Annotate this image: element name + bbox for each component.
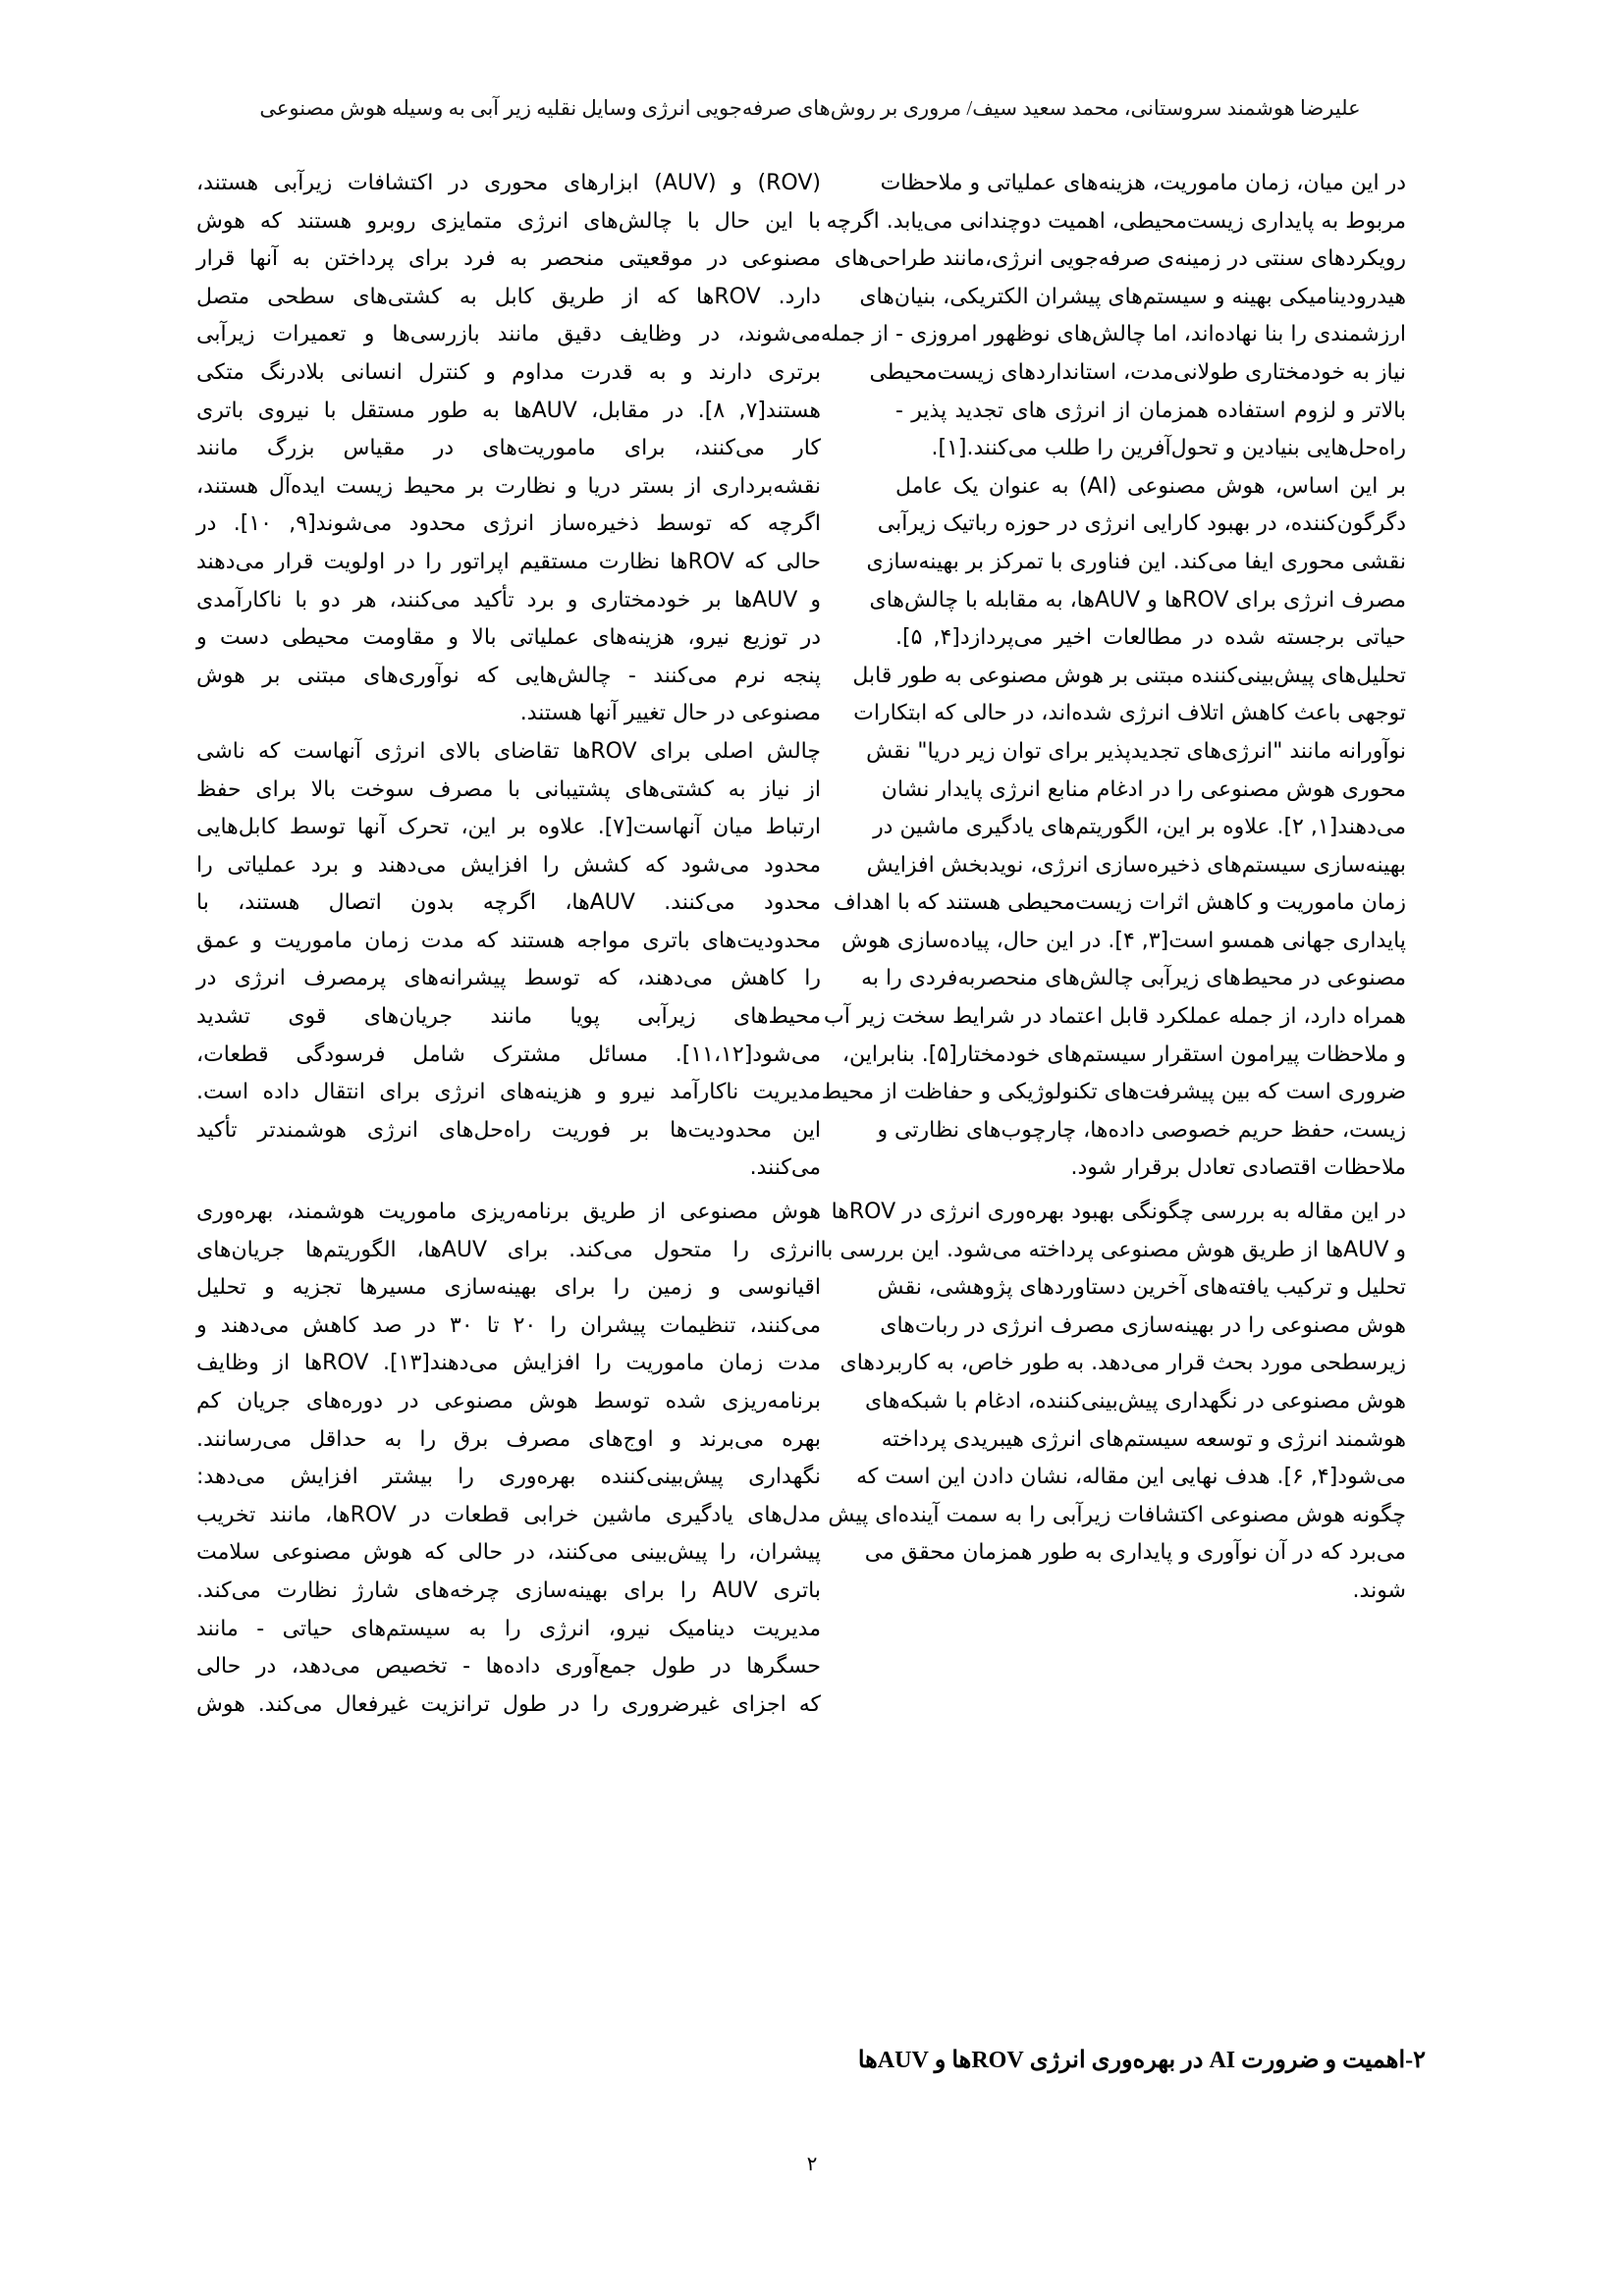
text-line: محدود می‌شود که کشش را افزایش می‌دهند و برد عملیاتی را <box>196 852 821 878</box>
text-line: می‌برد که در آن نوآوری و پایداری به طور همزمان محقق می <box>864 1540 1406 1566</box>
text-line: مصنوعی در حال تغییر آنها هستند. <box>519 701 821 726</box>
text-line: و AUVها از طریق هوش مصنوعی پرداخته می‌شود. این بررسی با <box>820 1237 1406 1262</box>
text-line: برنامه‌ریزی شده توسط هوش مصنوعی در دوره‌های جریان کم <box>196 1389 821 1414</box>
text-line: (ROV) و (AUV) ابزارهای محوری در اکتشافات زیرآبی هستند، <box>196 171 821 195</box>
text-line: پنجه نرم می‌کنند - چالش‌هایی که نوآوری‌های مبتنی بر هوش <box>196 663 821 688</box>
text-line: بهینه‌سازی سیستم‌های ذخیره‌سازی انرژی، نویدبخش افزایش <box>866 852 1406 878</box>
text-line: را کاهش می‌دهند، که توسط پیشرانه‌های پرمصرف انرژی در <box>196 966 821 991</box>
paragraph <box>820 165 1406 468</box>
text-line: مدیریت دینامیک نیرو، انرژی را به سیستم‌های حیاتی - مانند <box>196 1616 821 1641</box>
text-line: ارزشمندی را بنا نهاده‌اند، اما چالش‌های نوظهور امروزی - از جمله <box>820 322 1406 347</box>
text-line: مصرف انرژی برای ROVها و AUVها، به مقابله با چالش‌های <box>869 587 1406 613</box>
text-line: می‌شوند، در وظایف دقیق مانند بازرسی‌ها و تعمیرات زیرآبی <box>196 322 821 347</box>
text-line: با این حال با چالش‌های انرژی متمایزی روبرو هستند که هوش <box>196 208 821 234</box>
text-line: می‌دهند[۱, ۲]. علاوه بر این، الگوریتم‌های یادگیری ماشین در <box>873 815 1406 840</box>
text-line: مربوط به پایداری زیست‌محیطی، اهمیت دوچندانی می‌یابد. اگرچه <box>826 208 1406 234</box>
paragraph <box>196 165 821 733</box>
text-line: توجهی باعث کاهش اتلاف انرژی شده‌اند، در حالی که ابتکارات <box>853 701 1406 726</box>
text-line: مدیریت ناکارآمد نیرو و هزینه‌های انرژی برای انتقال داده است. <box>196 1080 821 1105</box>
text-line: ضروری است که بین پیشرفت‌های تکنولوژیکی و حفاظت از محیط <box>821 1080 1406 1105</box>
text-line: اگرچه که توسط ذخیره‌ساز انرژی محدود می‌شوند[۹, ۱۰]. در <box>196 511 821 537</box>
paragraph <box>820 1194 1406 1611</box>
text-line: چگونه هوش مصنوعی اکتشافات زیرآبی را به سمت آینده‌ای پیش <box>828 1502 1406 1527</box>
text-line: حالی که ROVها نظارت مستقیم اپراتور را در اولویت قرار می‌دهند <box>196 549 821 574</box>
text-line: هوش مصنوعی را در بهینه‌سازی مصرف انرژی در ربات‌های <box>880 1312 1406 1338</box>
text-line: می‌کنند، تنظیمات پیشران را ۲۰ تا ۳۰ در صد کاهش می‌دهند و <box>196 1312 821 1338</box>
text-line: هوش مصنوعی از طریق برنامه‌ریزی ماموریت هوشمند، بهره‌وری <box>196 1200 821 1225</box>
text-line: انرژی را متحول می‌کند. برای AUVها، الگوریتم‌ها جریان‌های <box>196 1237 821 1262</box>
text-line: ملاحظات اقتصادی تعادل برقرار شود. <box>1070 1155 1406 1181</box>
text-line: پیشران، را پیش‌بینی می‌کنند، در حالی که هوش مصنوعی سلامت <box>196 1540 821 1566</box>
paragraph <box>821 468 1406 1188</box>
text-line: محدودیت‌های باتری مواجه هستند که مدت زمان ماموریت و عمق <box>196 928 821 953</box>
text-line: تحلیل و ترکیب یافته‌های آخرین دستاوردهای پژوهشی، نقش <box>877 1275 1406 1301</box>
text-line: تحلیل‌های پیش‌بینی‌کننده مبتنی بر هوش مصنوعی به طور قابل <box>852 663 1406 688</box>
text-line: بر این اساس، هوش مصنوعی (AI) به عنوان یک عامل <box>895 473 1406 499</box>
text-line: نیاز به خودمختاری طولانی‌مدت، استانداردهای زیست‌محیطی <box>869 359 1406 385</box>
paragraph <box>196 1194 821 1724</box>
paragraph <box>196 733 821 1188</box>
page-number: ۲ <box>806 2152 818 2175</box>
text-line: و ملاحظات پیرامون استقرار سیستم‌های خودمختار[۵]. بنابراین، <box>841 1041 1406 1067</box>
text-line: برتری دارند و به قدرت مداوم و کنترل انسانی بلادرنگ متکی <box>196 359 821 385</box>
text-line: بالاتر و لزوم استفاده همزمان از انرژی های تجدید پذیر - <box>895 398 1406 423</box>
text-line: مدل‌های یادگیری ماشین خرابی قطعات در ROVها، مانند تخریب <box>196 1502 821 1527</box>
text-line: هوش مصنوعی در نگهداری پیش‌بینی‌کننده، ادغام با شبکه‌های <box>864 1389 1406 1414</box>
text-line: حیاتی برجسته شده در مطالعات اخیر می‌پردازد[۴, ۵]. <box>895 625 1406 651</box>
text-line: محدود می‌کنند. AUVها، اگرچه بدون اتصال هستند، با <box>196 890 821 916</box>
running-header: علیرضا هوشمند سروستانی، محمد سعید سیف/ مروری بر روش‌های صرفه‌جویی انرژی وسایل نقلیه زیر آبی به وسیله هوش مصنوعی <box>259 96 1361 120</box>
text-line: در این مقاله به بررسی چگونگی بهبود بهره‌وری انرژی در ROVها <box>831 1200 1406 1225</box>
text-line: مدت زمان ماموریت را افزایش می‌دهند[۱۳]. ROVها از وظایف <box>196 1351 821 1376</box>
text-line: محوری هوش مصنوعی را در ادغام منابع انرژی پایدار نشان <box>881 776 1406 802</box>
text-line: حسگرها در طول جمع‌آوری داده‌ها - تخصیص می‌دهد، در حالی <box>196 1654 821 1680</box>
section-heading: ۲-اهمیت و ضرورت AI در بهره‌وری انرژی ROVها و AUVها <box>857 2048 1426 2073</box>
text-line: هستند[۷, ۸]. در مقابل، AUVها به طور مستقل با نیروی باتری <box>196 398 821 423</box>
text-line: کار می‌کنند، برای ماموریت‌های در مقیاس بزرگ مانند <box>196 436 821 461</box>
text-line: راه‌حل‌هایی بنیادین و تحول‌آفرین را طلب می‌کنند.[۱]. <box>931 436 1406 461</box>
text-line: نقشه‌برداری از بستر دریا و نظارت بر محیط زیست ایده‌آل هستند، <box>196 473 821 499</box>
text-line: اقیانوسی و زمین را برای بهینه‌سازی مسیرها تجزیه و تحلیل <box>196 1275 821 1301</box>
text-line: و AUVها بر خودمختاری و برد تأکید می‌کنند، هر دو با ناکارآمدی <box>196 587 821 613</box>
text-line: زمان ماموریت و کاهش اثرات زیست‌محیطی هستند که با اهداف <box>833 890 1406 916</box>
text-line: شوند. <box>1352 1577 1406 1603</box>
text-line: می‌شود[۴, ۶]. هدف نهایی این مقاله، نشان دادن این است که <box>856 1465 1406 1490</box>
text-line: در توزیع نیرو، هزینه‌های عملیاتی بالا و مقاومت محیطی دست و <box>196 625 821 651</box>
text-line: ارتباط میان آنهاست[۷]. علاوه بر این، تحرک آنها توسط کابل‌هایی <box>196 815 821 840</box>
text-line: محیط‌های زیرآبی پویا مانند جریان‌های قوی تشدید <box>196 1004 821 1030</box>
text-line: این محدودیت‌ها بر فوریت راه‌حل‌های انرژی هوشمندتر تأکید <box>196 1117 821 1143</box>
text-line: رویکردهای سنتی در زمینه‌ی صرفه‌جویی انرژی،مانند طراحی‌های <box>834 246 1406 272</box>
text-line: از نیاز به کشتی‌های پشتیبانی با مصرف سوخت بالا برای حفظ <box>196 776 821 802</box>
text-line: همراه دارد، از جمله عملکرد قابل اعتماد در شرایط سخت زیر آب <box>824 1004 1406 1030</box>
text-line: نوآورانه مانند "انرژی‌های تجدیدپذیر برای توان زیر دریا" نقش <box>866 738 1406 764</box>
right-column <box>820 165 1406 1611</box>
text-line: باتری AUV را برای بهینه‌سازی چرخه‌های شارژ نظارت می‌کند. <box>196 1577 821 1603</box>
text-line: دگرگون‌کننده، در بهبود کارایی انرژی در حوزه رباتیک زیرآبی <box>877 511 1406 537</box>
text-line: هیدرودینامیکی بهینه و سیستم‌های پیشران الکتریکی، بنیان‌های <box>859 284 1406 309</box>
left-column <box>196 165 821 1724</box>
text-line: چالش اصلی برای ROVها تقاضای بالای انرژی آنهاست که ناشی <box>196 738 821 764</box>
text-line: که اجزای غیرضروری را در طول ترانزیت غیرفعال می‌کند. هوش <box>196 1691 821 1717</box>
text-line: در این میان، زمان ماموریت، هزینه‌های عملیاتی و ملاحظات <box>880 171 1406 195</box>
text-line: می‌کنند. <box>749 1155 821 1181</box>
text-line: نگهداری پیش‌بینی‌کننده بهره‌وری را بیشتر افزایش می‌دهد: <box>196 1465 821 1490</box>
text-line: مصنوعی در محیط‌های زیرآبی چالش‌های منحصربه‌فردی را به <box>861 966 1406 991</box>
text-line: مصنوعی در موقعیتی منحصر به فرد برای پرداختن به آنها قرار <box>196 246 821 272</box>
text-line: دارد. ROVها که از طریق کابل به کشتی‌های سطحی متصل <box>196 284 821 309</box>
text-line: بهره می‌برند و اوج‌های مصرف برق را به حداقل می‌رسانند. <box>196 1426 821 1452</box>
text-line: پایداری جهانی همسو است[۳, ۴]. در این حال، پیاده‌سازی هوش <box>841 928 1406 953</box>
text-line: زیرسطحی مورد بحث قرار می‌دهد. به طور خاص، به کاربردهای <box>839 1351 1406 1376</box>
text-line: نقشی محوری ایفا می‌کند. این فناوری با تمرکز بر بهینه‌سازی <box>866 549 1406 574</box>
text-line: زیست، حفظ حریم خصوصی داده‌ها، چارچوب‌های نظارتی و <box>877 1117 1406 1143</box>
text-line: هوشمند انرژی و توسعه سیستم‌های انرژی هیبریدی پرداخته <box>881 1426 1406 1452</box>
text-line: می‌شود[۱۱،۱۲]. مسائل مشترک شامل فرسودگی قطعات، <box>196 1041 821 1067</box>
